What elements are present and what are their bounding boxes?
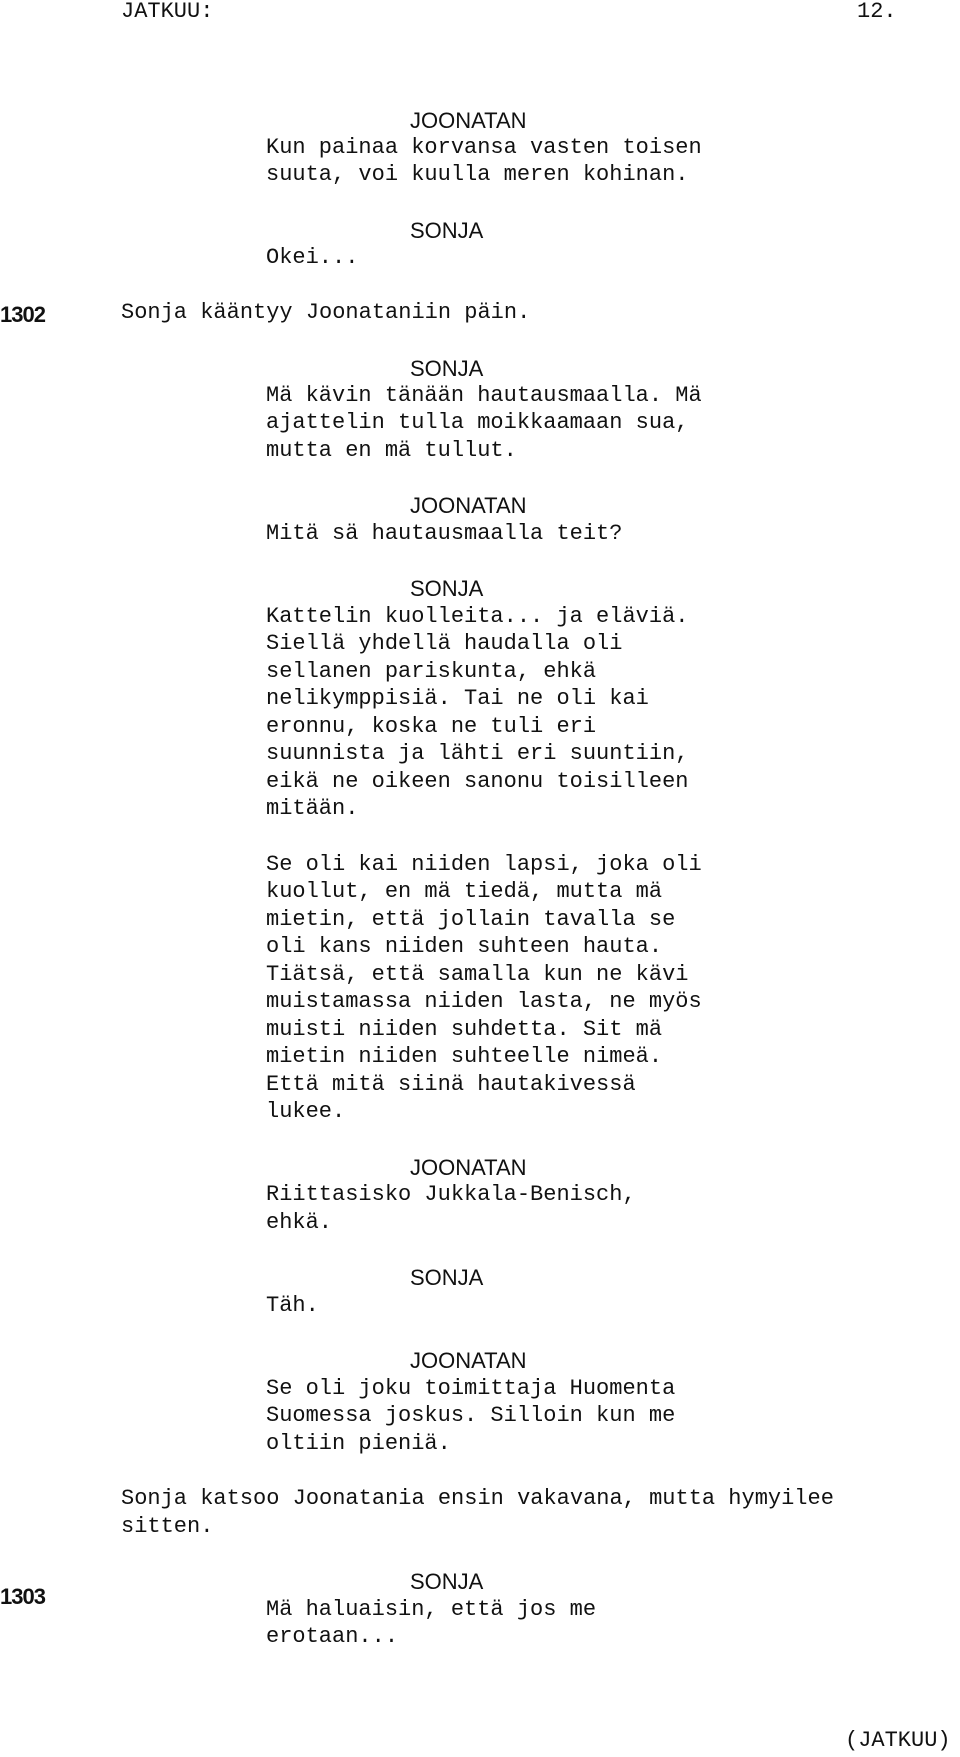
continued-footer: (JATKUU) (845, 1728, 951, 1753)
dialogue-line: erotaan... (266, 1624, 399, 1649)
dialogue-line: Täh. (266, 1293, 319, 1318)
dialogue-line: sellanen pariskunta, ehkä (266, 659, 597, 684)
action-line: Sonja katsoo Joonatania ensin vakavana, mutta hymyilee (121, 1486, 834, 1511)
dialogue-line: Mitä sä hautausmaalla teit? (266, 521, 623, 546)
dialogue-line: lukee. (266, 1099, 346, 1124)
dialogue-line: ajattelin tulla moikkaamaan sua, (266, 410, 689, 435)
action-line: sitten. (121, 1514, 214, 1539)
dialogue-line: Okei... (266, 245, 359, 270)
dialogue-line: Tiätsä, että samalla kun ne kävi (266, 962, 689, 987)
dialogue-line: Että mitä siinä hautakivessä (266, 1072, 636, 1097)
character-name: SONJA (410, 218, 484, 243)
character-name: JOONATAN (410, 1348, 527, 1373)
dialogue-line: eikä ne oikeen sanonu toisilleen (266, 769, 689, 794)
scene-number: 1303 (0, 1584, 45, 1609)
dialogue-line: ehkä. (266, 1210, 333, 1235)
action-line: Sonja kääntyy Joonataniin päin. (121, 300, 531, 325)
dialogue-line: mutta en mä tullut. (266, 438, 517, 463)
dialogue-line: mietin niiden suhteelle nimeä. (266, 1044, 663, 1069)
character-name: JOONATAN (410, 108, 527, 133)
character-name: SONJA (410, 576, 484, 601)
dialogue-line: Kun painaa korvansa vasten toisen (266, 135, 702, 160)
dialogue-line: mitään. (266, 796, 359, 821)
dialogue-line: mietin, että jollain tavalla se (266, 907, 676, 932)
dialogue-line: muistamassa niiden lasta, ne myös (266, 989, 702, 1014)
dialogue-line: oltiin pieniä. (266, 1431, 451, 1456)
character-name: SONJA (410, 1265, 484, 1290)
page-number: 12. (857, 0, 897, 24)
dialogue-line: Se oli kai niiden lapsi, joka oli (266, 852, 702, 877)
dialogue-line: Riittasisko Jukkala-Benisch, (266, 1182, 636, 1207)
dialogue-line: nelikymppisiä. Tai ne oli kai (266, 686, 649, 711)
character-name: JOONATAN (410, 1155, 527, 1180)
dialogue-line: Kattelin kuolleita... ja eläviä. (266, 604, 689, 629)
character-name: JOONATAN (410, 493, 527, 518)
dialogue-line: eronnu, koska ne tuli eri (266, 714, 597, 739)
dialogue-line: kuollut, en mä tiedä, mutta mä (266, 879, 663, 904)
continued-header: JATKUU: (121, 0, 214, 24)
dialogue-line: Mä haluaisin, että jos me (266, 1597, 597, 1622)
dialogue-line: Siellä yhdellä haudalla oli (266, 631, 623, 656)
character-name: SONJA (410, 356, 484, 381)
dialogue-line: oli kans niiden suhteen hauta. (266, 934, 663, 959)
dialogue-line: Suomessa joskus. Silloin kun me (266, 1403, 676, 1428)
dialogue-line: suunnista ja lähti eri suuntiin, (266, 741, 689, 766)
dialogue-line: muisti niiden suhdetta. Sit mä (266, 1017, 663, 1042)
character-name: SONJA (410, 1569, 484, 1594)
dialogue-line: Se oli joku toimittaja Huomenta (266, 1376, 676, 1401)
dialogue-line: Mä kävin tänään hautausmaalla. Mä (266, 383, 702, 408)
dialogue-line: suuta, voi kuulla meren kohinan. (266, 162, 689, 187)
scene-number: 1302 (0, 302, 45, 327)
